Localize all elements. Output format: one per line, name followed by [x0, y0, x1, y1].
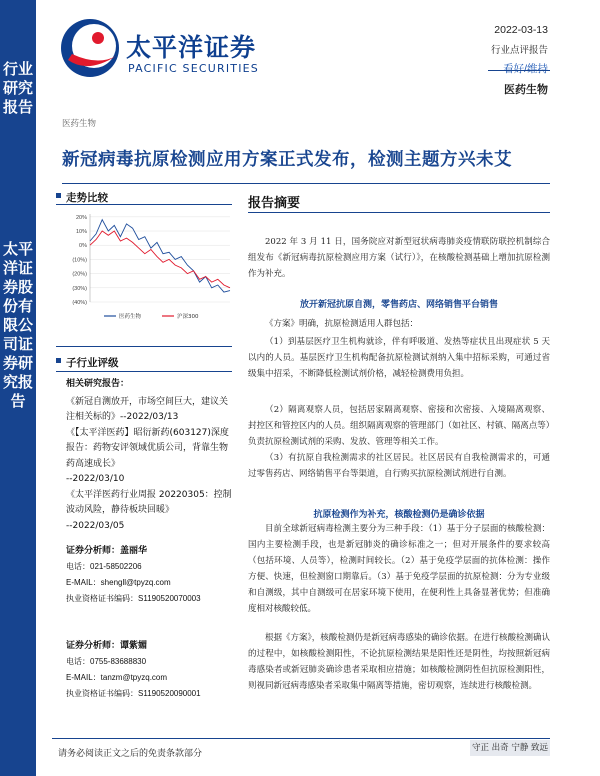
analyst-name: 盖丽华 — [120, 546, 148, 556]
analyst-email[interactable]: shengll@tpyzq.com — [100, 578, 171, 587]
phone-label: 电话： — [66, 657, 90, 666]
report-type: 行业点评报告 — [490, 45, 548, 56]
y-tick-label: 20% — [75, 214, 87, 221]
analyst-cert: S1190520070003 — [138, 594, 201, 603]
analyst-email[interactable]: tanzm@tpyzq.com — [100, 673, 168, 682]
related-item: 《【太平洋医药】昭衍新药(603127)深度报告：药物安评领域优质公司，背靠生物药高速成长》 — [66, 427, 229, 469]
abstract-paragraph: 目前全球新冠病毒检测主要分为三种手段：（1）基于分子层面的核酸检测：国内主要检测手段，也是新冠肺炎的确诊标准之一；但对开展条件的要求较高（包括环境、人员等），检测时间较长。（2）基于免疫学层面的抗体检测：操作方便、快速，但检测窗口期靠后。（3）基于免疫学层面的抗原检测：分为专业级和自测级，其中自测级可在居家环境下使用，在便利性上具备显著优势；但准确度相对核酸较低。 — [248, 524, 550, 614]
report-meta — [491, 24, 548, 97]
header-rule — [488, 70, 550, 71]
related-item: 《太平洋医药行业周报 20220305：控制波动风险，静待板块回暖》 — [66, 489, 232, 515]
abstract-paragraph: （1）到基层医疗卫生机构就诊，伴有呼吸道、发热等症状且出现症状 5 天以内的人员。基层医疗卫生机构配备抗原检测试剂纳入集中招标采购，可通过省级集中招采，不断降低检测试剂价格，减轻检测费用负担。 — [248, 337, 550, 379]
related-item: --2022/03/05 — [66, 520, 125, 531]
related-item: 《新冠自测放开，市场空间巨大，建议关注相关标的》--2022/03/13 — [66, 396, 229, 422]
y-tick-label: 0% — [79, 243, 87, 250]
title-divider — [62, 183, 550, 184]
footer-disclaimer: 请务必阅读正文之后的免责条款部分 — [58, 749, 203, 759]
band-report-type: 行业研究报告 — [2, 60, 33, 116]
abstract-paragraph: 《方案》明确，抗原检测适用人群包括： — [265, 319, 419, 329]
email-label: E-MAIL： — [66, 578, 101, 587]
y-tick-label: (40%) — [72, 300, 87, 306]
abstract-heading: 报告摘要 — [248, 196, 301, 211]
trend-rule — [56, 204, 232, 205]
email-label: E-MAIL： — [66, 673, 101, 682]
y-tick-label: (10%) — [72, 257, 87, 264]
analyst-name: 谭紫媚 — [120, 641, 148, 651]
analyst-label: 证券分析师： — [66, 641, 121, 651]
footer-motto: 守正 出奇 宁静 致远 — [470, 740, 550, 756]
y-tick-label: 10% — [75, 229, 87, 236]
cert-label: 执业资格证书编码： — [66, 594, 138, 603]
brand-name-en: PACIFIC SECURITIES — [128, 62, 259, 75]
analyst-phone: 021-58502206 — [90, 562, 142, 571]
related-heading: 相关研究报告： — [66, 379, 130, 389]
rating-rule-bottom — [56, 371, 232, 372]
abstract-subheading: 抗原检测作为补充，核酸检测仍是确诊依据 — [313, 510, 485, 520]
abstract-subheading: 放开新冠抗原自测，零售药店、网络销售平台销售 — [299, 300, 498, 310]
related-reports — [66, 377, 236, 534]
report-date: 2022-03-13 — [494, 24, 548, 36]
related-item: --2022/03/10 — [66, 474, 125, 484]
analyst-phone: 0755-83688830 — [90, 657, 147, 666]
abstract-rule — [248, 212, 550, 213]
analyst-card — [66, 543, 238, 607]
y-tick-label: (20%) — [72, 271, 87, 278]
abstract-paragraph: （3）有抗原自我检测需求的社区居民。社区居民有自我检测需求的，可通过零售药店、网络销售平台等渠道，自行购买抗原检测试剂进行自测。 — [248, 453, 550, 479]
series-line-0 — [90, 220, 230, 292]
brand-logo-icon — [58, 16, 122, 80]
analyst-cert: S1190520090001 — [138, 689, 201, 698]
y-tick-label: (30%) — [72, 285, 87, 292]
abstract-paragraph: （2）隔离观察人员，包括居家隔离观察、密接和次密接、入境隔离观察、封控区和管控区内的人员。组织隔离观察的管理部门（如社区、村镇、隔离点等）负责抗原检测试剂的采购、发放、管理等相关工作。 — [248, 405, 550, 447]
rating-heading: 子行业评级 — [66, 357, 119, 369]
breadcrumb: 医药生物 — [62, 119, 97, 129]
band-company: 太平洋证券股份有限公司证券研究报告 — [2, 240, 33, 410]
rating-rule-top — [56, 346, 232, 347]
legend-label: 沪深300 — [177, 314, 199, 320]
left-band — [0, 0, 36, 776]
legend-label: 医药生物 — [119, 314, 142, 320]
cert-label: 执业资格证书编码： — [66, 689, 138, 698]
abstract-paragraph: 2022 年 3 月 11 日，国务院应对新型冠状病毒肺炎疫情联防联控机制综合组发布《新冠病毒抗原检测应用方案（试行）》，在核酸检测基础上增加抗原检测作为补充。 — [248, 237, 550, 279]
trend-chart — [60, 206, 236, 330]
industry-rating: 看好/维持 — [503, 63, 548, 75]
analyst-label: 证券分析师： — [66, 546, 121, 556]
page-title: 新冠病毒抗原检测应用方案正式发布，检测主题方兴未艾 — [62, 150, 512, 170]
footer-rule — [52, 738, 550, 739]
phone-label: 电话： — [66, 562, 90, 571]
brand-name: 太平洋证券 — [126, 33, 257, 62]
trend-heading: 走势比较 — [66, 192, 108, 204]
abstract-paragraph: 根据《方案》，核酸检测仍是新冠病毒感染的确诊依据。在进行核酸检测确认的过程中，如核酸检测阳性，不论抗原检测结果是阳性还是阴性，均按照新冠病毒感染者或新冠肺炎确诊患者采取相应措施；如核酸检测阴性但抗原检测阳性，则视同新冠病毒感染者采取集中隔离等措施，密切观察，连续进行核酸检测。 — [248, 633, 550, 691]
industry-name: 医药生物 — [504, 84, 548, 96]
analyst-card — [66, 638, 238, 702]
